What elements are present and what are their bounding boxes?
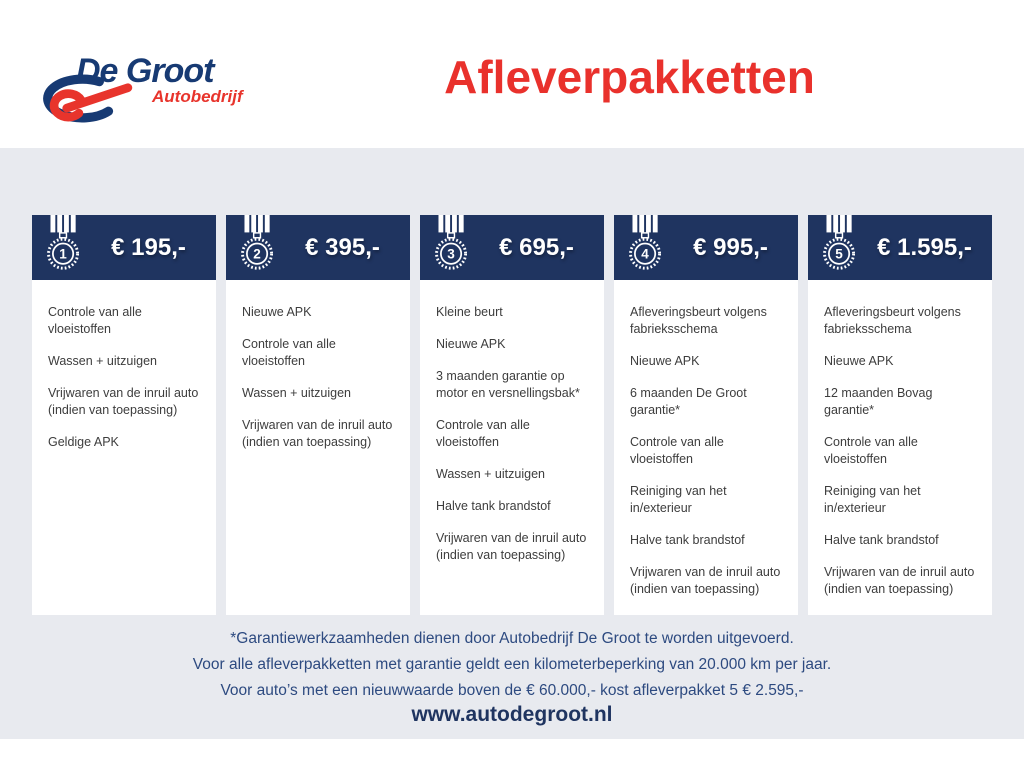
page-title: Afleverpakketten	[444, 51, 815, 103]
package-price: € 1.595,-	[877, 234, 972, 261]
package-item: Controle van alle vloeistoffen	[48, 305, 142, 336]
package-header	[420, 215, 604, 280]
package-item: Nieuwe APK	[630, 354, 700, 368]
footer-note-line: Voor auto’s met een nieuwwaarde boven de € 60.000,- kost afleverpakket 5 € 2.595,-	[220, 682, 804, 699]
medal-number: 5	[835, 246, 843, 262]
package-item: Reiniging van het in/exterieur	[824, 484, 921, 515]
brand-name: De Groot	[76, 52, 214, 90]
package-item: Vrijwaren van de inruil auto (indien van toepassing)	[824, 565, 975, 596]
footer-note-line: *Garantiewerkzaamheden dienen door Autobedrijf De Groot te worden uitgevoerd.	[230, 630, 794, 647]
package-item: Afleveringsbeurt volgens fabrieksschema	[630, 305, 767, 336]
packages-row	[32, 215, 992, 615]
package-item: Geldige APK	[48, 435, 119, 449]
package-item: Vrijwaren van de inruil auto (indien van toepassing)	[48, 386, 199, 417]
package-item: Wassen + uitzuigen	[48, 354, 157, 368]
package-item: Reiniging van het in/exterieur	[630, 484, 727, 515]
medal-number: 2	[253, 246, 261, 262]
footer-note-line: Voor alle afleverpakketten met garantie geldt een kilometerbeperking van 20.000 km per jaar.	[192, 656, 832, 673]
package-item: 6 maanden De Groot garantie*	[630, 386, 747, 417]
medal-number: 1	[59, 246, 67, 262]
package-header	[32, 215, 216, 280]
package-item: 3 maanden garantie op motor en versnellingsbak*	[436, 369, 580, 400]
package-item: Kleine beurt	[436, 305, 503, 319]
package-item: Controle van alle vloeistoffen	[824, 435, 918, 466]
package-card	[226, 215, 410, 615]
package-item: Controle van alle vloeistoffen	[436, 418, 530, 449]
package-item: Afleveringsbeurt volgens fabrieksschema	[824, 305, 961, 336]
medal-number: 3	[447, 246, 455, 262]
package-item: Halve tank brandstof	[436, 499, 551, 513]
package-item: Controle van alle vloeistoffen	[630, 435, 724, 466]
package-item: Halve tank brandstof	[630, 533, 745, 547]
package-items	[614, 280, 798, 613]
medal-icon	[819, 215, 863, 275]
package-card	[808, 215, 992, 615]
package-item: Halve tank brandstof	[824, 533, 939, 547]
package-items	[808, 280, 992, 613]
package-item: 12 maanden Bovag garantie*	[824, 386, 933, 417]
package-item: Vrijwaren van de inruil auto (indien van toepassing)	[630, 565, 781, 596]
brand-subtitle: Autobedrijf	[152, 87, 243, 106]
website-url: www.autodegroot.nl	[411, 703, 613, 726]
package-item: Nieuwe APK	[436, 337, 506, 351]
package-item: Nieuwe APK	[242, 305, 312, 319]
medal-icon	[625, 215, 669, 275]
package-price: € 195,-	[111, 234, 186, 261]
package-item: Controle van alle vloeistoffen	[242, 337, 336, 368]
medal-icon	[43, 215, 87, 275]
package-items	[32, 280, 216, 466]
package-items	[226, 280, 410, 466]
package-card	[614, 215, 798, 615]
package-price: € 995,-	[693, 234, 768, 261]
package-item: Wassen + uitzuigen	[242, 386, 351, 400]
package-price: € 395,-	[305, 234, 380, 261]
package-item: Wassen + uitzuigen	[436, 467, 545, 481]
footer-notes	[0, 626, 1024, 704]
medal-icon	[431, 215, 475, 275]
medal-number: 4	[641, 246, 649, 262]
package-item: Vrijwaren van de inruil auto (indien van toepassing)	[436, 531, 587, 562]
package-card	[420, 215, 604, 615]
package-item: Vrijwaren van de inruil auto (indien van toepassing)	[242, 418, 393, 449]
package-header	[614, 215, 798, 280]
package-header	[808, 215, 992, 280]
package-header	[226, 215, 410, 280]
medal-icon	[237, 215, 281, 275]
package-price: € 695,-	[499, 234, 574, 261]
package-items	[420, 280, 604, 579]
package-item: Nieuwe APK	[824, 354, 894, 368]
package-card	[32, 215, 216, 615]
